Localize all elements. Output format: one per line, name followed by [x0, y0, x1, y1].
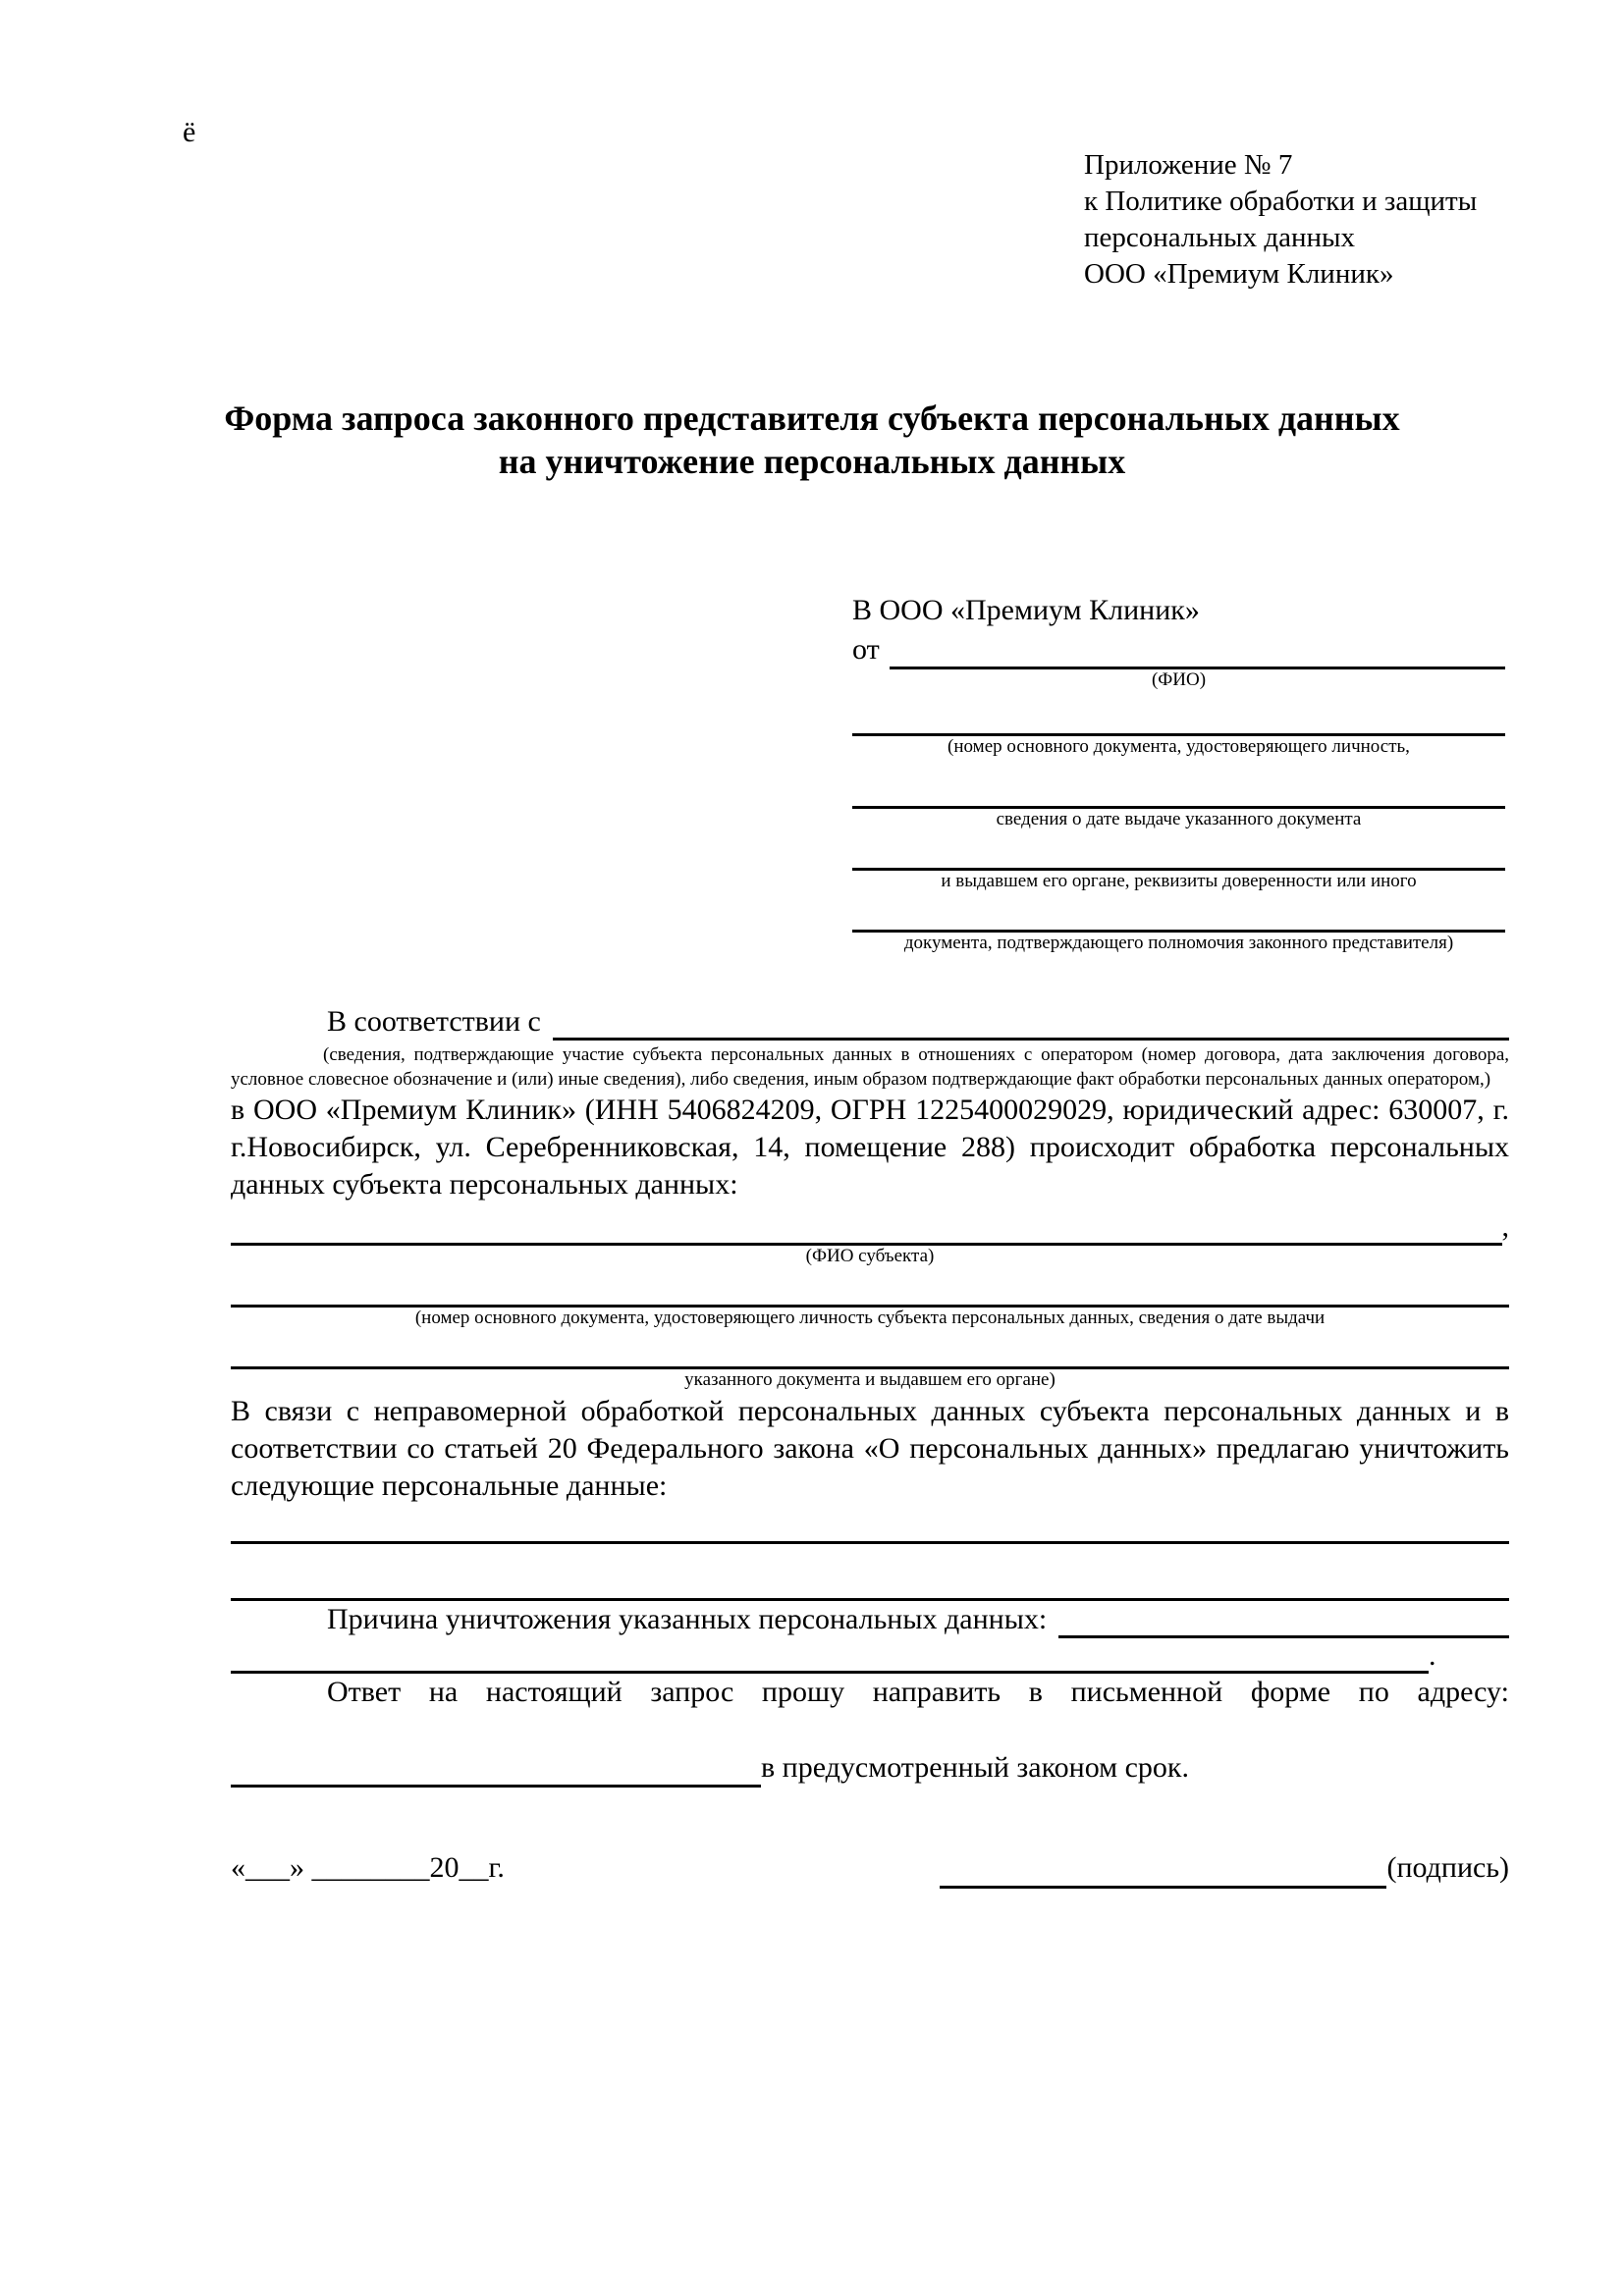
reason-lead: Причина уничтожения указанных персональных данных: [327, 1603, 1048, 1635]
reason-field-2 [231, 1638, 1429, 1674]
signature-caption: (подпись) [1386, 1851, 1509, 1884]
addressee-organization: В ООО «Премиум Клиник» [852, 594, 1200, 626]
appendix-header [1084, 147, 1536, 293]
subject-fio-field [231, 1208, 1502, 1246]
reason-row [231, 1601, 1509, 1638]
fio-caption: (ФИО) [1151, 669, 1207, 690]
accordance-field [553, 1003, 1509, 1041]
reason-field [1058, 1601, 1509, 1638]
stray-yo-mark: ё [183, 116, 196, 148]
applicant-doc-field-2 [852, 758, 1505, 809]
data-blank-field-2 [231, 1544, 1509, 1601]
applicant-doc-field-3 [852, 830, 1505, 871]
doc-caption-2: сведения о дате выдаче указанного документа [996, 809, 1362, 829]
subject-doc-field-1 [231, 1267, 1509, 1308]
address-field [231, 1748, 761, 1788]
applicant-fio-field [890, 630, 1505, 669]
accordance-note: (сведения, подтверждающие участие субъекта персональных данных в отношениях с оператором (номер договора, дата заключения договора, условное словесное обозначение и (или) иные сведения), либо сведения, иным образом подтверждающие факт обработки персональных данных оператором,) [231, 1044, 1509, 1090]
signature-field [940, 1847, 1386, 1889]
trailing-comma: , [1501, 1210, 1509, 1243]
from-row [852, 630, 1505, 669]
doc-caption-4: документа, подтверждающего полномочия законного представителя) [903, 933, 1454, 953]
subject-fio-row [231, 1208, 1509, 1246]
subject-doc-caption-1: (номер основного документа, удостоверяющего личность субъекта персональных данных, сведения о дате выдачи [414, 1308, 1326, 1328]
date-blank: «___» ________20__г. [231, 1851, 505, 1884]
answer-line: Ответ на настоящий запрос прошу направить в письменной форме по адресу: [327, 1676, 1509, 1708]
answer-tail: в предусмотренный законом срок. [761, 1751, 1189, 1784]
addressee-block [852, 591, 1505, 954]
footer-row [231, 1847, 1509, 1889]
signature-block [940, 1847, 1509, 1889]
appendix-line-2: к Политике обработки и защиты [1084, 186, 1478, 217]
data-blank-field-1 [231, 1505, 1509, 1544]
accordance-row [231, 1003, 1509, 1041]
title-line-1: Форма запроса законного представителя субъекта персональных данных [224, 399, 1400, 438]
from-label: от [852, 633, 880, 666]
answer-tail-row [231, 1748, 1509, 1788]
period-mark: . [1429, 1639, 1436, 1672]
title-line-2: на уничтожение персональных данных [498, 442, 1126, 481]
subject-fio-caption: (ФИО субъекта) [805, 1246, 935, 1266]
subject-doc-caption-2: указанного документа и выдавшем его органе) [684, 1369, 1056, 1390]
appendix-line-4: ООО «Премиум Клиник» [1084, 258, 1394, 290]
form-title [173, 397, 1451, 483]
applicant-doc-field-4 [852, 892, 1505, 933]
form-body [231, 1003, 1509, 1788]
destruction-paragraph: В связи с неправомерной обработкой персональных данных субъекта персональных данных и в соответствии со статьей 20 Федерального закона «О персональных данных» предлагаю уничтожить следующие персональные данные: [231, 1395, 1509, 1502]
accordance-lead: В соответствии с [327, 1005, 541, 1038]
operator-paragraph: в ООО «Премиум Клиник» (ИНН 5406824209, ОГРН 1225400029029, юридический адрес: 630007, г. г.Новосибирск, ул. Серебренниковская, 14, помещение 288) происходит обработка персональных данных субъекта персональных данных: [231, 1094, 1509, 1201]
appendix-line-3: персональных данных [1084, 222, 1356, 253]
doc-caption-1: (номер основного документа, удостоверяющего личность, [947, 736, 1410, 757]
appendix-line-1: Приложение № 7 [1084, 149, 1293, 181]
applicant-doc-field-1 [852, 691, 1505, 736]
subject-doc-field-2 [231, 1329, 1509, 1369]
doc-caption-3: и выдавшем его органе, реквизиты доверенности или иного [941, 871, 1417, 891]
reason-row-2 [231, 1638, 1509, 1674]
